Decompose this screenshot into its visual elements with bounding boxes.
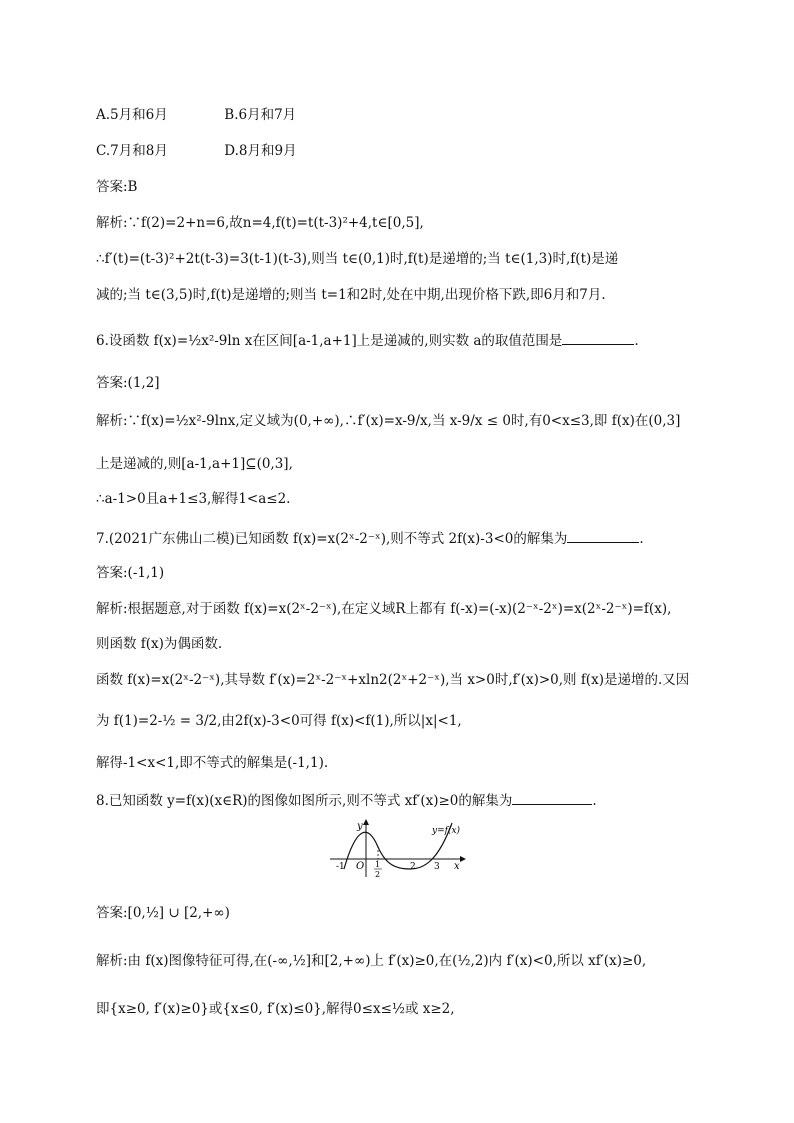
q5-answer: 答案:B	[96, 179, 138, 195]
q7-analysis-1: 解析:根据题意,对于函数 f(x)=x(2ˣ-2⁻ˣ),在定义域R上都有 f(-x)=(-x)(2⁻ˣ-2ˣ)=x(2ˣ-2⁻ˣ)=f(x),	[96, 601, 672, 617]
x-axis-label: x	[454, 861, 460, 872]
q8-answer: 答案:[0,½] ∪ [2,+∞)	[96, 905, 230, 921]
function-graph	[326, 817, 468, 879]
q7-question: 7.(2021广东佛山二模)已知函数 f(x)=x(2ˣ-2⁻ˣ),则不等式 2f(x)-3<0的解集为 .	[96, 528, 644, 548]
q8-question-text: 8.已知函数 y=f(x)(x∈R)的图像如图所示,则不等式 xf′(x)≥0的解集为	[96, 793, 513, 809]
y-axis-label: y	[357, 821, 363, 832]
q5-analysis-1: 解析:∵f(2)=2+n=6,故n=4,f(t)=t(t-3)²+4,t∈[0,5],	[96, 215, 424, 231]
answer-blank	[567, 528, 639, 543]
option-d: D.8月和9月	[224, 143, 297, 159]
option-row-2	[96, 142, 297, 160]
q5-analysis-3: 减的;当 t∈(3,5)时,f(t)是递增的;则当 t=1和2时,处在中期,出现价格下跌,即6月和7月.	[96, 287, 606, 303]
q6-analysis-3: ∴a-1>0且a+1≤3,解得1<a≤2.	[96, 491, 291, 507]
q7-answer: 答案:(-1,1)	[96, 565, 165, 581]
tick-label: 3	[434, 862, 440, 872]
x-axis-arrow	[460, 856, 466, 862]
q5-analysis-2: ∴f′(t)=(t-3)²+2t(t-3)=3(t-1)(t-3),则当 t∈(0,1)时,f(t)是递增的;当 t∈(1,3)时,f(t)是递	[96, 251, 619, 267]
answer-blank	[562, 330, 634, 345]
curve-label: y=f(x)	[432, 826, 461, 836]
tick-label: 2	[410, 862, 416, 872]
answer-blank	[512, 790, 592, 805]
tick-label: 2	[375, 870, 381, 879]
q7-question-text: 7.(2021广东佛山二模)已知函数 f(x)=x(2ˣ-2⁻ˣ),则不等式 2f(x)-3<0的解集为	[96, 531, 568, 547]
y-axis-arrow	[363, 819, 369, 825]
q6-analysis-2: 上是递减的,则[a-1,a+1]⊆(0,3],	[96, 456, 293, 472]
q7-analysis-2: 则函数 f(x)为偶函数.	[96, 636, 223, 652]
option-b: B.6月和7月	[224, 107, 297, 123]
q7-analysis-5: 解得-1<x<1,即不等式的解集是(-1,1).	[96, 755, 329, 771]
q6-answer: 答案:(1,2]	[96, 375, 160, 391]
q6-question-text: 6.设函数 f(x)=½x²-9ln x在区间[a-1,a+1]上是递减的,则实数 a的取值范围是	[96, 333, 563, 349]
q6-question: 6.设函数 f(x)=½x²-9ln x在区间[a-1,a+1]上是递减的,则实数 a的取值范围是 .	[96, 330, 639, 350]
q7-analysis-3: 函数 f(x)=x(2ˣ-2⁻ˣ),其导数 f′(x)=2ˣ-2⁻ˣ+xln2(2ˣ+2⁻ˣ),当 x>0时,f′(x)>0,则 f(x)是递增的.又因	[96, 672, 690, 688]
q8-analysis-1: 解析:由 f(x)图像特征可得,在(-∞,½]和[2,+∞)上 f′(x)≥0,在(½,2)内 f′(x)<0,所以 xf′(x)≥0,	[96, 953, 647, 969]
q7-analysis-4: 为 f(1)=2-½ = 3/2,由2f(x)-3<0可得 f(x)<f(1),所以|x|<1,	[96, 713, 462, 729]
q8-question: 8.已知函数 y=f(x)(x∈R)的图像如图所示,则不等式 xf′(x)≥0的解集为 .	[96, 790, 597, 810]
q6-analysis-1: 解析:∵f(x)=½x²-9lnx,定义域为(0,+∞),∴f′(x)=x-9/x,当 x-9/x ≤ 0时,有0<x≤3,即 f(x)在(0,3]	[96, 413, 681, 429]
tick-label: -1	[336, 862, 345, 872]
option-c: C.7月和8月	[96, 143, 168, 159]
option-a: A.5月和6月	[96, 107, 168, 123]
origin-label: O	[356, 861, 365, 872]
tick-label: 1	[375, 860, 381, 869]
option-row-1	[96, 106, 296, 124]
q8-analysis-2: 即{x≥0, f′(x)≥0}或{x≤0, f′(x)≤0},解得0≤x≤½或 x≥2,	[96, 1001, 455, 1017]
